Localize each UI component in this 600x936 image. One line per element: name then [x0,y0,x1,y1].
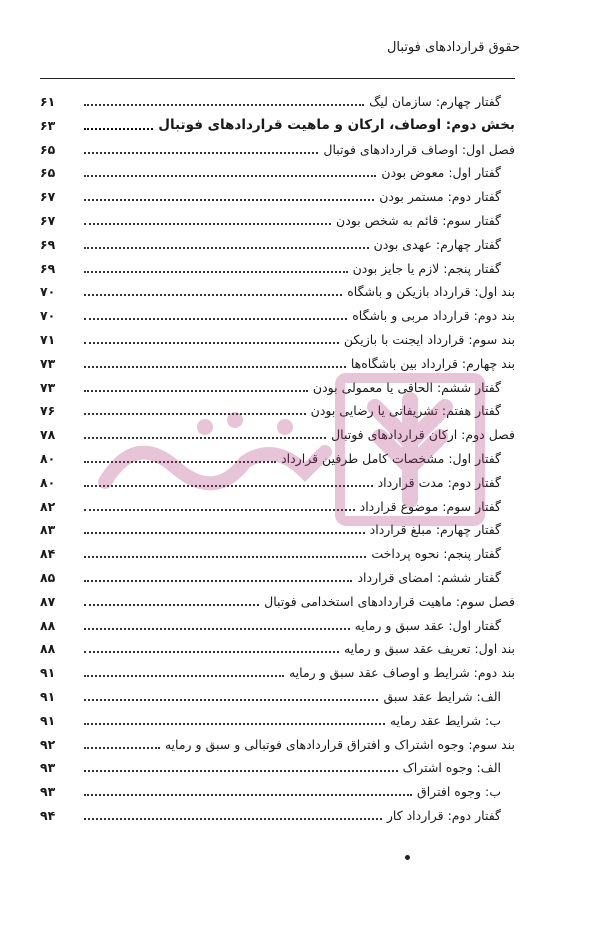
dot-leader [84,175,376,177]
toc-page-number: ۷۱ [40,331,56,347]
toc-entry-title: گفتار چهارم: عهدی بودن [372,233,501,257]
toc-page-number: ۶۷ [40,212,56,228]
dot-leader [84,199,374,201]
toc-page-number: ۹۱ [40,688,56,704]
toc-entry-title: گفتار هفتم: تشریفاتی یا رضایی بودن [309,399,501,423]
toc-entry [40,661,515,685]
toc-entry-title: گفتار اول: مشخصات کامل طرفین قرارداد [279,447,501,471]
toc-entry [40,614,515,638]
toc-entry-title: فصل دوم: ارکان قراردادهای فوتبال [329,423,515,447]
toc-entry-title: گفتار دوم: مدت قرارداد [376,471,501,495]
toc-entry-title: بند سوم: قرارداد ایجنت با بازیکن [342,328,515,352]
toc-page-number: ۸۳ [40,522,56,538]
dot-leader [84,556,366,558]
toc-entry [40,280,515,304]
toc-entry [40,447,515,471]
toc-page-number: ۶۹ [40,260,56,276]
toc-entry [40,804,515,828]
toc-entry-title: فصل اول: اوصاف قراردادهای فوتبال [321,138,515,162]
toc-entry [40,161,515,185]
toc-entry [40,233,515,257]
dot-leader [84,651,339,653]
toc-entry-title: بند دوم: قرارداد مربی و باشگاه [350,304,515,328]
toc-entry-title: گفتار دوم: قرارداد کار [385,804,501,828]
toc-entry [40,733,515,757]
toc-entry-title: ب: شرایط عقد رمایه [388,709,501,733]
dot-leader [84,413,306,415]
dot-leader [84,485,373,487]
toc-page-number: ۷۳ [40,379,56,395]
toc-entry-title: گفتار سوم: قائم به شخص بودن [334,209,501,233]
dot-leader [84,747,160,749]
toc-entry [40,590,515,614]
toc-entry-title: گفتار پنجم: نحوه پرداخت [369,542,501,566]
toc-entry [40,756,515,780]
dot-leader [84,152,318,154]
dot-leader [84,104,364,106]
dot-leader [84,794,412,796]
toc-page-number: ۹۲ [40,736,56,752]
toc-page-number: ۷۳ [40,355,56,371]
toc-entry [40,495,515,519]
dot-leader [84,699,378,701]
toc-page-number: ۸۴ [40,546,56,562]
toc-entry-title: الف: شرایط عقد سبق [381,685,501,709]
dot-leader [84,128,153,130]
toc-entry [40,138,515,162]
dot-leader [84,628,350,630]
toc-entry-title: گفتار اول: عقد سبق و رمایه [353,614,501,638]
toc-page-number: ۸۲ [40,498,56,514]
dot-leader [84,294,342,296]
toc-entry [40,685,515,709]
dot-leader [84,247,369,249]
toc-page-number: ۸۸ [40,617,56,633]
dot-leader [84,390,308,392]
toc-page-number: ۷۰ [40,284,56,300]
toc-entry [40,780,515,804]
dot-leader [84,509,355,511]
toc-entry-title: ب: وجوه افتراق [415,780,501,804]
toc-page-number: ۷۸ [40,427,56,443]
toc-entry [40,566,515,590]
toc-entry-title: بند سوم: وجوه اشتراک و افتراق قراردادهای فوتبالی و سبق و رمایه [163,733,515,757]
toc-part-heading [40,114,515,138]
toc-page-number: ۶۷ [40,189,56,205]
toc-page-number: ۶۳ [40,117,56,133]
toc-entry-title: بند دوم: شرایط و اوصاف عقد سبق و رمایه [287,661,515,685]
toc-entry-title: گفتار چهارم: مبلغ قرارداد [368,518,501,542]
dot-leader [84,580,352,582]
toc-page-number: ۹۳ [40,784,56,800]
dot-leader [84,223,331,225]
toc-entry [40,709,515,733]
dot-leader [84,723,385,725]
toc-entry [40,352,515,376]
toc-entry [40,90,515,114]
toc-entry-title: گفتار چهارم: سازمان لیگ [367,90,501,114]
toc-entry-title: گفتار سوم: موضوع قرارداد [358,495,501,519]
toc-page-number: ۹۱ [40,712,56,728]
toc-page-number: ۸۸ [40,641,56,657]
toc-entry-title: بند چهارم: قرارداد بین باشگاه‌ها [349,352,515,376]
dot-leader [84,437,326,439]
toc-entry [40,185,515,209]
dot-leader [84,318,347,320]
toc-entry [40,328,515,352]
toc-page-number: ۶۵ [40,141,56,157]
toc-entry [40,209,515,233]
toc-page-number: ۷۰ [40,308,56,324]
dot-leader [84,342,339,344]
dot-leader [84,675,284,677]
toc-entry-title: بند اول: قرارداد بازیکن و باشگاه [345,280,515,304]
toc-page-number: ۸۰ [40,474,56,490]
toc-page-number: ۶۱ [40,94,56,109]
toc-page-number: ۶۹ [40,236,56,252]
toc-entry [40,376,515,400]
toc-entry-title: بند اول: تعریف عقد سبق و رمایه [342,637,515,661]
toc-entry [40,471,515,495]
dot-leader [84,271,348,273]
toc-page-number: ۸۷ [40,593,56,609]
dot-leader [84,461,276,463]
toc-entry [40,257,515,281]
toc-entry-title: گفتار ششم: الحاقی یا معمولی بودن [311,376,501,400]
toc-page-number: ۹۱ [40,665,56,681]
toc-entry [40,637,515,661]
toc-page-number: ۹۳ [40,760,56,776]
toc-page-number: ۶۵ [40,165,56,181]
toc-entry-title: گفتار پنجم: لازم یا جایز بودن [351,257,501,281]
header-rule [40,78,515,79]
dot-leader [84,770,398,772]
table-of-contents [40,90,515,828]
page-mark [405,855,410,860]
dot-leader [84,604,259,606]
toc-page-number: ۸۵ [40,569,56,585]
dot-leader [84,366,346,368]
toc-entry [40,423,515,447]
toc-entry-title: گفتار ششم: امضای قرارداد [355,566,501,590]
toc-entry-title: بخش دوم: اوصاف، ارکان و ماهیت قراردادهای فوتبال [156,114,515,138]
toc-entry-title: گفتار دوم: مستمر بودن [377,185,501,209]
toc-entry [40,304,515,328]
toc-entry [40,542,515,566]
toc-entry-title: گفتار اول: معوض بودن [379,161,501,185]
toc-page-number: ۸۰ [40,450,56,466]
toc-entry [40,518,515,542]
running-header: حقوق قراردادهای فوتبال [386,40,520,55]
toc-entry [40,399,515,423]
toc-entry-title: الف: وجوه اشتراک [401,756,501,780]
toc-page-number: ۷۶ [40,403,56,419]
dot-leader [84,532,365,534]
toc-entry-title: فصل سوم: ماهیت قراردادهای استخدامی فوتبال [262,590,515,614]
toc-page-number: ۹۴ [40,807,56,823]
dot-leader [84,818,382,820]
